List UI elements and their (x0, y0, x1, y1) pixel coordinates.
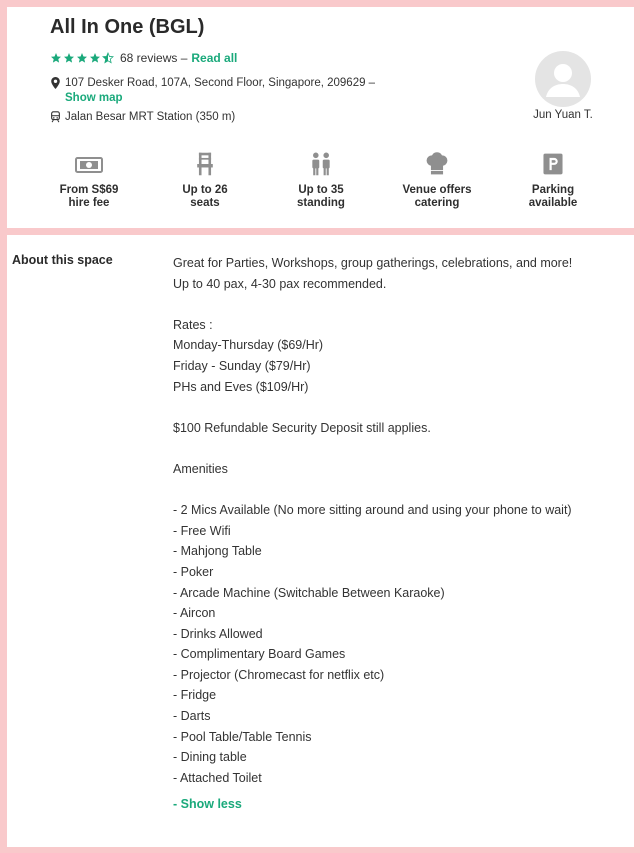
feature-standing (263, 149, 379, 210)
description-line: Friday - Sunday ($79/Hr) (173, 358, 311, 373)
description-line: Rates : (173, 317, 213, 332)
metro-text: Jalan Besar MRT Station (350 m) (65, 111, 236, 123)
star-icon (76, 52, 88, 64)
star-rating (50, 52, 114, 64)
metro-row (50, 111, 235, 123)
description-line: - Fridge (173, 688, 217, 703)
about-card (7, 235, 634, 847)
description-line: Amenities (173, 461, 228, 476)
train-icon (50, 111, 61, 123)
parking-icon (540, 151, 566, 177)
host-name[interactable]: Jun Yuan T. (533, 109, 593, 121)
host-avatar[interactable] (535, 51, 591, 107)
star-icon (50, 52, 62, 64)
feature-catering (379, 149, 495, 210)
feature-line1: Venue offers (402, 184, 472, 196)
description-line: - Darts (173, 709, 211, 724)
feature-line1: Up to 26 (182, 184, 228, 196)
address-text: 107 Desker Road, 107A, Second Floor, Singapore, 209629 – (65, 77, 376, 89)
description-line: - Attached Toilet (173, 770, 262, 785)
venue-title: All In One (BGL) (50, 16, 205, 38)
description-line: - Complimentary Board Games (173, 647, 346, 662)
feature-parking (495, 149, 611, 210)
blank-line (173, 438, 623, 459)
feature-line2: hire fee (68, 197, 110, 209)
feature-line2: available (528, 197, 578, 209)
description-line: - Dining table (173, 750, 247, 765)
people-icon (308, 151, 334, 177)
description-line: - Aircon (173, 606, 216, 621)
description-line: - Drinks Allowed (173, 626, 263, 641)
reviews-count: 68 reviews – (120, 51, 188, 65)
feature-line1: Parking (531, 184, 575, 196)
description-line: - Mahjong Table (173, 544, 262, 559)
read-all-link[interactable]: Read all (191, 51, 238, 65)
chef-hat-icon (424, 151, 450, 177)
features-row (31, 149, 611, 210)
blank-line (173, 397, 623, 418)
chair-icon (192, 151, 218, 177)
blank-line (173, 480, 623, 501)
description-line: - Arcade Machine (Switchable Between Karaoke) (173, 585, 445, 600)
description-line: Monday-Thursday ($69/Hr) (173, 338, 324, 353)
half-star-icon (102, 52, 114, 64)
rating-row (50, 51, 237, 65)
money-icon (74, 151, 104, 177)
about-label: About this space (12, 253, 113, 267)
description-line: PHs and Eves ($109/Hr) (173, 379, 309, 394)
feature-line2: standing (297, 197, 345, 209)
feature-line1: From S$69 (59, 184, 119, 196)
map-pin-icon (50, 77, 61, 89)
feature-seats (147, 149, 263, 210)
description-line: - Projector (Chromecast for netflix etc) (173, 667, 385, 682)
star-icon (63, 52, 75, 64)
description-line: - Pool Table/Table Tennis (173, 729, 312, 744)
description-line: $100 Refundable Security Deposit still applies. (173, 420, 431, 435)
feature-line2: seats (190, 197, 220, 209)
feature-line2: catering (414, 197, 460, 209)
show-map-link[interactable]: Show map (65, 92, 123, 104)
about-text (173, 253, 623, 788)
feature-line1: Up to 35 (298, 184, 344, 196)
venue-header-card (7, 7, 634, 228)
address-row (50, 76, 375, 106)
star-icon (89, 52, 101, 64)
user-silhouette-icon (535, 51, 591, 107)
description-line: - Poker (173, 564, 214, 579)
feature-hire-fee (31, 149, 147, 210)
description-line: Great for Parties, Workshops, group gatherings, celebrations, and more! (173, 256, 573, 270)
show-less-link[interactable]: - Show less (173, 797, 242, 811)
description-line: - Free Wifi (173, 523, 231, 538)
blank-line (173, 294, 623, 315)
description-line: Up to 40 pax, 4-30 pax recommended. (173, 276, 387, 291)
description-line: - 2 Mics Available (No more sitting around and using your phone to wait) (173, 503, 572, 518)
